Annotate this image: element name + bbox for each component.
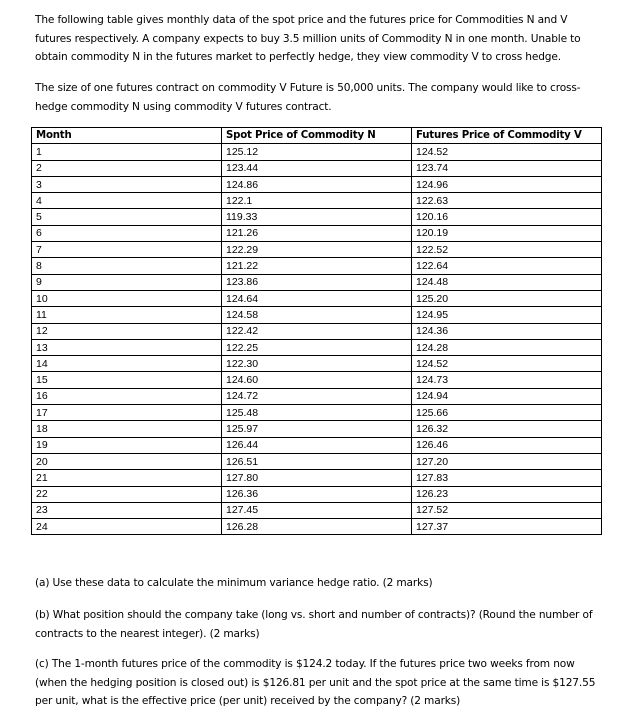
table-row <box>32 258 602 274</box>
cell-spot-price-n: 124.58 <box>222 307 412 323</box>
cell-month: 12 <box>32 323 222 339</box>
cell-month: 10 <box>32 290 222 306</box>
cell-spot-price-n: 122.25 <box>222 339 412 355</box>
table-row <box>32 144 602 160</box>
cell-month: 18 <box>32 421 222 437</box>
table-row <box>32 160 602 176</box>
table-row <box>32 388 602 404</box>
cell-spot-price-n: 121.26 <box>222 225 412 241</box>
cell-month: 7 <box>32 242 222 258</box>
cell-month: 22 <box>32 486 222 502</box>
cell-futures-price-v: 124.52 <box>412 356 602 372</box>
header-futures-price-v: Futures Price of Commodity V <box>412 128 602 144</box>
cell-futures-price-v: 127.37 <box>412 519 602 535</box>
table-row <box>32 290 602 306</box>
cell-futures-price-v: 122.64 <box>412 258 602 274</box>
cell-month: 17 <box>32 405 222 421</box>
table-header <box>32 128 602 144</box>
cell-spot-price-n: 123.44 <box>222 160 412 176</box>
table-row <box>32 242 602 258</box>
cell-month: 24 <box>32 519 222 535</box>
cell-futures-price-v: 124.36 <box>412 323 602 339</box>
cell-futures-price-v: 124.73 <box>412 372 602 388</box>
cell-month: 11 <box>32 307 222 323</box>
table-row <box>32 405 602 421</box>
cell-month: 4 <box>32 193 222 209</box>
cell-month: 3 <box>32 176 222 192</box>
cell-month: 8 <box>32 258 222 274</box>
header-spot-price-n: Spot Price of Commodity N <box>222 128 412 144</box>
cell-spot-price-n: 122.1 <box>222 193 412 209</box>
table-row <box>32 470 602 486</box>
cell-month: 19 <box>32 437 222 453</box>
cell-spot-price-n: 123.86 <box>222 274 412 290</box>
cell-spot-price-n: 125.12 <box>222 144 412 160</box>
table-row <box>32 307 602 323</box>
cell-futures-price-v: 120.16 <box>412 209 602 225</box>
cell-month: 14 <box>32 356 222 372</box>
cell-futures-price-v: 126.46 <box>412 437 602 453</box>
table-row <box>32 502 602 518</box>
cell-futures-price-v: 125.20 <box>412 290 602 306</box>
cell-futures-price-v: 124.52 <box>412 144 602 160</box>
cell-futures-price-v: 124.96 <box>412 176 602 192</box>
cell-futures-price-v: 127.20 <box>412 453 602 469</box>
cell-spot-price-n: 122.30 <box>222 356 412 372</box>
table-row <box>32 421 602 437</box>
cell-futures-price-v: 122.63 <box>412 193 602 209</box>
table-row <box>32 209 602 225</box>
cell-spot-price-n: 122.42 <box>222 323 412 339</box>
cell-futures-price-v: 120.19 <box>412 225 602 241</box>
cell-month: 20 <box>32 453 222 469</box>
table-row <box>32 225 602 241</box>
cell-month: 2 <box>32 160 222 176</box>
table-row <box>32 437 602 453</box>
question-c: (c) The 1-month futures price of the commodity is $124.2 today. If the futures price two weeks from now (when the hedging position is closed out) is $126.81 per unit and the spot price at the same time is $127.55 per unit, what is the effective price (per unit) received by the company? (2 marks) <box>35 658 596 708</box>
table-row <box>32 372 602 388</box>
table-row <box>32 274 602 290</box>
cell-futures-price-v: 127.52 <box>412 502 602 518</box>
cell-futures-price-v: 125.66 <box>412 405 602 421</box>
cell-futures-price-v: 123.74 <box>412 160 602 176</box>
cell-futures-price-v: 127.83 <box>412 470 602 486</box>
cell-spot-price-n: 126.51 <box>222 453 412 469</box>
table-row <box>32 486 602 502</box>
cell-spot-price-n: 127.45 <box>222 502 412 518</box>
table-row <box>32 339 602 355</box>
cell-spot-price-n: 125.48 <box>222 405 412 421</box>
cell-month: 16 <box>32 388 222 404</box>
table-row <box>32 519 602 535</box>
cell-futures-price-v: 124.95 <box>412 307 602 323</box>
cell-spot-price-n: 124.60 <box>222 372 412 388</box>
table-row <box>32 323 602 339</box>
cell-month: 15 <box>32 372 222 388</box>
cell-futures-price-v: 124.48 <box>412 274 602 290</box>
cell-spot-price-n: 124.64 <box>222 290 412 306</box>
table-row <box>32 356 602 372</box>
cell-month: 13 <box>32 339 222 355</box>
cell-spot-price-n: 119.33 <box>222 209 412 225</box>
cell-spot-price-n: 125.97 <box>222 421 412 437</box>
price-data-table <box>31 127 602 535</box>
cell-month: 21 <box>32 470 222 486</box>
table-row <box>32 193 602 209</box>
cell-month: 1 <box>32 144 222 160</box>
table-header-row <box>32 128 602 144</box>
cell-spot-price-n: 124.72 <box>222 388 412 404</box>
table-body <box>32 144 602 535</box>
cell-month: 9 <box>32 274 222 290</box>
intro-paragraph-1: The following table gives monthly data of the spot price and the futures price for Commodities N and V futures respectively. A company expects to buy 3.5 million units of Commodity N in one month. Unable to obtain commodity N in the futures market to perfectly hedge, they view commodity V to cross hedge. <box>35 14 581 64</box>
cell-spot-price-n: 126.36 <box>222 486 412 502</box>
cell-futures-price-v: 122.52 <box>412 242 602 258</box>
table-row <box>32 176 602 192</box>
cell-month: 5 <box>32 209 222 225</box>
cell-futures-price-v: 124.94 <box>412 388 602 404</box>
header-month: Month <box>32 128 222 144</box>
cell-spot-price-n: 127.80 <box>222 470 412 486</box>
cell-spot-price-n: 126.28 <box>222 519 412 535</box>
question-b: (b) What position should the company take (long vs. short and number of contracts)? (Round the number of contracts to the nearest integer). (2 marks) <box>35 609 593 640</box>
cell-futures-price-v: 126.32 <box>412 421 602 437</box>
table-row <box>32 453 602 469</box>
cell-month: 6 <box>32 225 222 241</box>
cell-spot-price-n: 121.22 <box>222 258 412 274</box>
cell-spot-price-n: 122.29 <box>222 242 412 258</box>
question-a: (a) Use these data to calculate the minimum variance hedge ratio. (2 marks) <box>35 577 433 589</box>
cell-spot-price-n: 124.86 <box>222 176 412 192</box>
cell-spot-price-n: 126.44 <box>222 437 412 453</box>
cell-futures-price-v: 126.23 <box>412 486 602 502</box>
cell-futures-price-v: 124.28 <box>412 339 602 355</box>
intro-paragraph-2: The size of one futures contract on commodity V Future is 50,000 units. The company would like to cross-hedge commodity N using commodity V futures contract. <box>35 82 581 113</box>
cell-month: 23 <box>32 502 222 518</box>
